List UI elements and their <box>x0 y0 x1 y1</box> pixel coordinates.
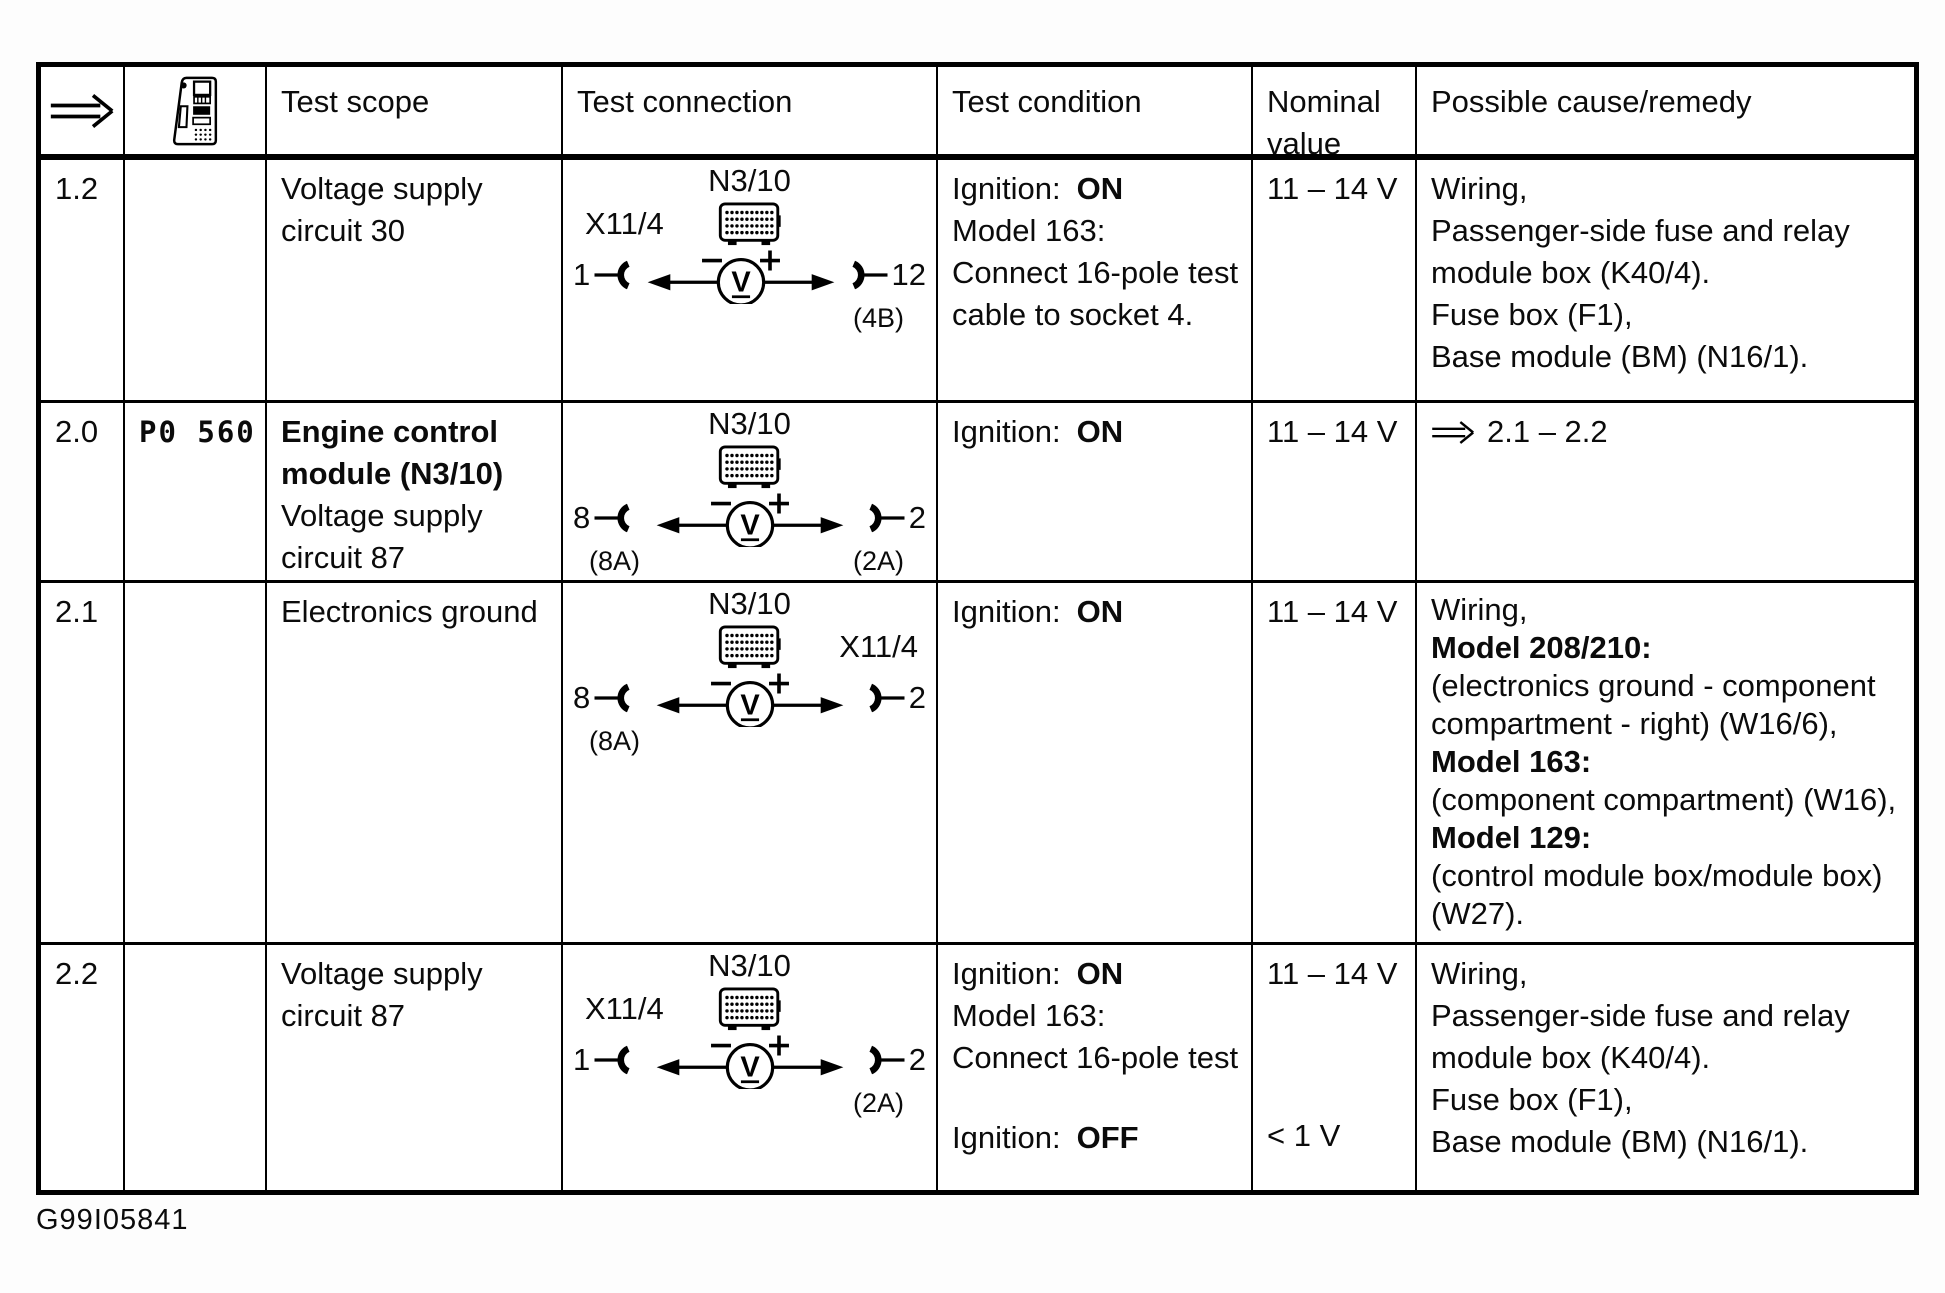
hand-held-tester-icon <box>168 75 222 147</box>
voltmeter-icon <box>652 669 848 727</box>
left-pin: 8 <box>573 677 640 719</box>
ignition-label: Ignition: <box>952 956 1061 991</box>
ignition-label: Ignition: <box>952 1120 1061 1155</box>
col-header-test-condition: Test condition <box>938 67 1253 160</box>
module-label: N3/10 <box>708 406 791 441</box>
scope-line: circuit 87 <box>281 540 406 575</box>
test-scope-cell <box>267 160 563 403</box>
double-arrow-icon <box>49 92 115 130</box>
voltmeter-icon <box>652 1031 848 1089</box>
ignition-label: Ignition: <box>952 594 1061 629</box>
step-label: 2.1 <box>55 594 99 629</box>
figure-id: G99I05841 <box>36 1204 189 1236</box>
cause-line: Fuse box (F1), <box>1431 297 1633 332</box>
step-cell <box>41 403 125 583</box>
right-pin: 2 <box>859 1039 926 1081</box>
connector-label: X11/4 <box>839 629 918 664</box>
scope-line: Voltage supply <box>281 171 483 206</box>
left-pin: 8 <box>573 497 640 539</box>
left-pin-sub: (8A) <box>589 546 641 576</box>
connector-icon <box>718 986 782 1032</box>
socket-contact-left-icon <box>594 503 640 533</box>
test-connection-cell <box>563 160 938 403</box>
test-connection-cell <box>563 403 938 583</box>
socket-contact-right-icon <box>842 260 888 290</box>
cause-line: Wiring, <box>1431 592 1528 627</box>
cause-line: Passenger-side fuse and relay <box>1431 213 1850 248</box>
left-pin: 1 <box>573 254 640 296</box>
nominal-value-2: < 1 V <box>1267 1118 1341 1153</box>
scope-line: Engine control <box>281 414 498 449</box>
ignition-state: ON <box>1076 956 1124 991</box>
ignition-state: OFF <box>1076 1120 1139 1155</box>
ignition-label: Ignition: <box>952 414 1061 449</box>
cause-line: Base module (BM) (N16/1). <box>1431 1124 1809 1159</box>
connector-icon <box>718 624 782 670</box>
dtc-cell <box>125 403 267 583</box>
double-arrow-icon <box>1431 420 1475 445</box>
cause-line: (component compartment) (W16), <box>1431 782 1897 817</box>
step-label: 2.0 <box>55 414 99 449</box>
dtc-code: P0 560 <box>139 415 256 449</box>
nominal-value-cell <box>1253 160 1417 403</box>
cause-line: module box (K40/4). <box>1431 255 1711 290</box>
right-pin: 12 <box>842 254 926 296</box>
cause-line: (control module box/module box) <box>1431 858 1883 893</box>
test-condition-cell <box>938 945 1253 1190</box>
scope-line: Electronics ground <box>281 594 538 629</box>
step-cell <box>41 583 125 945</box>
col-header-test-connection: Test connection <box>563 67 938 160</box>
dtc-cell <box>125 160 267 403</box>
condition-line: Connect 16-pole test <box>952 1040 1239 1075</box>
col-header-nominal-value: Nominal value <box>1253 67 1417 160</box>
nominal-value-cell <box>1253 403 1417 583</box>
cause-line: Wiring, <box>1431 956 1528 991</box>
header-arrow-cell <box>41 67 125 160</box>
connector-icon <box>718 201 782 247</box>
cause-line: Base module (BM) (N16/1). <box>1431 339 1809 374</box>
ignition-state: ON <box>1076 594 1124 629</box>
possible-cause-cell <box>1417 945 1914 1190</box>
nominal-value: 11 – 14 V <box>1267 956 1398 991</box>
test-condition-cell <box>938 403 1253 583</box>
nominal-value: 11 – 14 V <box>1267 414 1398 449</box>
step-cell <box>41 945 125 1190</box>
test-scope-cell <box>267 945 563 1190</box>
nominal-value: 11 – 14 V <box>1267 171 1398 206</box>
socket-contact-left-icon <box>594 260 640 290</box>
socket-contact-right-icon <box>859 503 905 533</box>
dtc-cell <box>125 945 267 1190</box>
step-label: 1.2 <box>55 171 99 206</box>
module-label: N3/10 <box>708 948 791 983</box>
cause-line: Model 129: <box>1431 820 1592 855</box>
left-pin: 1 <box>573 1039 640 1081</box>
right-pin-sub: (4B) <box>852 303 904 333</box>
step-cell <box>41 160 125 403</box>
right-pin-sub: (2A) <box>852 546 904 576</box>
possible-cause-cell <box>1417 583 1914 945</box>
condition-line: Model 163: <box>952 998 1106 1033</box>
right-pin: 2 <box>859 677 926 719</box>
scope-line: module (N3/10) <box>281 456 504 491</box>
nominal-value-cell <box>1253 583 1417 945</box>
condition-line: Model 163: <box>952 213 1106 248</box>
socket-contact-left-icon <box>594 683 640 713</box>
cause-line: Model 208/210: <box>1431 630 1652 665</box>
cause-line: module box (K40/4). <box>1431 1040 1711 1075</box>
test-condition-cell <box>938 583 1253 945</box>
cause-reference: 2.1 – 2.2 <box>1487 414 1608 449</box>
header-tester-cell <box>125 67 267 160</box>
connector-icon <box>718 444 782 490</box>
scope-line: circuit 87 <box>281 998 406 1033</box>
diagnostic-test-table <box>36 62 1919 1195</box>
nominal-value-cell <box>1253 945 1417 1190</box>
socket-contact-left-icon <box>594 1045 640 1075</box>
cause-line: (W27). <box>1431 896 1524 931</box>
connector-label: X11/4 <box>585 206 664 241</box>
ignition-label: Ignition: <box>952 171 1061 206</box>
cause-line: compartment - right) (W16/6), <box>1431 706 1838 741</box>
possible-cause-cell <box>1417 403 1914 583</box>
right-pin-sub: (2A) <box>852 1088 904 1118</box>
test-connection-cell <box>563 583 938 945</box>
test-condition-cell <box>938 160 1253 403</box>
ignition-state: ON <box>1076 414 1124 449</box>
scope-line: circuit 30 <box>281 213 406 248</box>
voltmeter-icon <box>652 489 848 547</box>
cause-line: Wiring, <box>1431 171 1528 206</box>
socket-contact-right-icon <box>859 683 905 713</box>
step-label: 2.2 <box>55 956 99 991</box>
module-label: N3/10 <box>708 163 791 198</box>
scope-line: Voltage supply <box>281 956 483 991</box>
socket-contact-right-icon <box>859 1045 905 1075</box>
dtc-cell <box>125 583 267 945</box>
condition-line: Connect 16-pole test <box>952 255 1239 290</box>
ignition-state: ON <box>1076 171 1124 206</box>
test-connection-cell <box>563 945 938 1190</box>
cause-line: (electronics ground - component <box>1431 668 1876 703</box>
cause-line: Model 163: <box>1431 744 1592 779</box>
nominal-value: 11 – 14 V <box>1267 594 1398 629</box>
test-scope-cell <box>267 583 563 945</box>
connector-label: X11/4 <box>585 991 664 1026</box>
possible-cause-cell <box>1417 160 1914 403</box>
scope-line: Voltage supply <box>281 498 483 533</box>
col-header-possible-cause: Possible cause/remedy <box>1417 67 1914 160</box>
left-pin-sub: (8A) <box>589 726 641 756</box>
condition-line: cable to socket 4. <box>952 297 1194 332</box>
voltmeter-icon <box>643 246 839 304</box>
test-scope-cell <box>267 403 563 583</box>
cause-line: Fuse box (F1), <box>1431 1082 1633 1117</box>
col-header-test-scope: Test scope <box>267 67 563 160</box>
module-label: N3/10 <box>708 586 791 621</box>
right-pin: 2 <box>859 497 926 539</box>
cause-line: Passenger-side fuse and relay <box>1431 998 1850 1033</box>
